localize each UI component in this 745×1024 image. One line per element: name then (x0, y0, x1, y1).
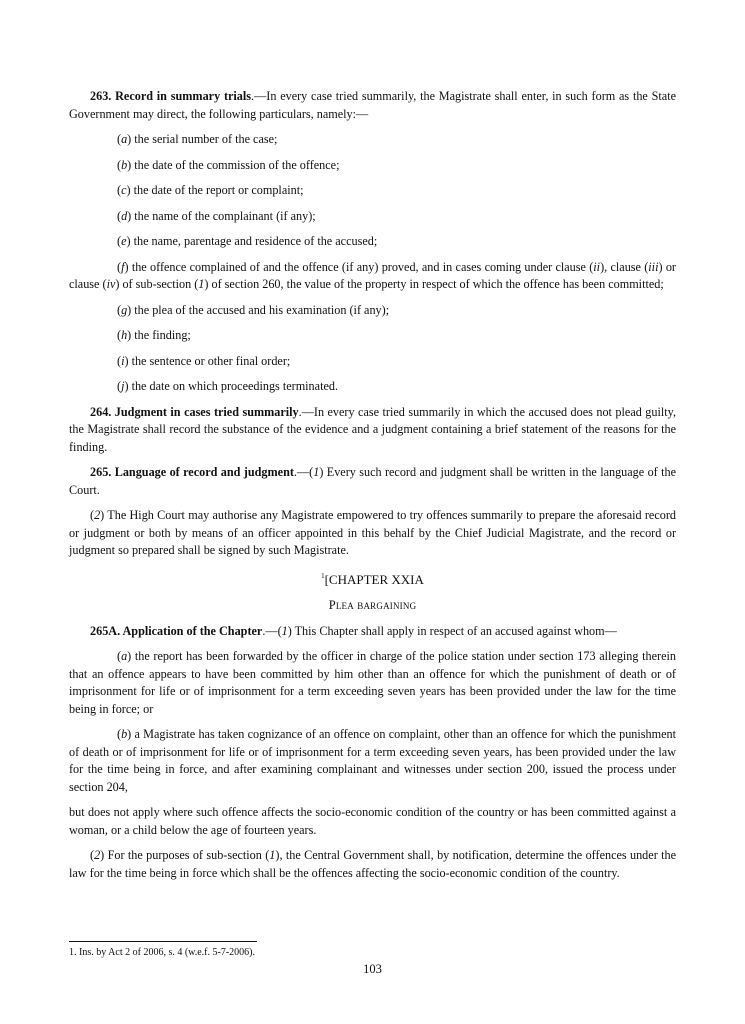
chapter-subtitle (69, 597, 676, 615)
item-italic: ii (593, 259, 601, 274)
section-265-sub1 (69, 464, 676, 499)
section-text: .—( (293, 465, 314, 479)
item-text: ) of section 260, the value of the property in respect of which the offence has been committed; (204, 277, 664, 291)
section-text: ) Every such record and judgment shall be written in the language of the Court. (69, 465, 676, 497)
item-text: the report has been forwarded by the officer in charge of the police station under section 173 alleging therein that an offence appears to have been committed by him other than an offence for which the punishment of death or of imprisonment for life or of imprisonment for a term exceeding seven years has been provided under the law for the time being in force; or (69, 649, 676, 716)
item-label: b (121, 157, 128, 172)
item-label: f (121, 259, 125, 274)
list-item-c: (c) the date of the report or complaint; (117, 183, 304, 197)
list-item-i: (i) the sentence or other final order; (117, 353, 291, 368)
item-text: the serial number of the case; (131, 132, 278, 146)
section-264-heading: 264. Judgment in cases tried summarily (90, 404, 299, 419)
section-265a-sub2: (2) For the purposes of sub-section (1), the Central Government shall, by notification, determine the offences under the law for the time being in force which shall be the offences affecting the socio-economic condition of the country. (69, 848, 677, 880)
item-text: ), clause ( (600, 259, 649, 274)
document-body (69, 88, 676, 890)
section-263-text: .—In every case tried summarily, the Magistrate shall enter, in such form as the State Government may direct, the following particulars, namely:— (69, 89, 676, 121)
subsection-number: 2 (94, 848, 101, 862)
section-263-intro (69, 88, 676, 123)
section-text: .—( (262, 623, 282, 638)
item-label: j (121, 379, 125, 393)
item-label: a (121, 132, 128, 146)
section-264 (69, 404, 676, 457)
list-item-h: (h) the finding; (117, 328, 191, 342)
section-263-items-continued (69, 302, 676, 396)
item-label: e (121, 234, 127, 248)
item-text: a Magistrate has taken cognizance of an offence on complaint, other than an offence for which the punishment of death or of imprisonment for life or of imprisonment for a term exceeding seven years, has been provided under the law for the time being in force, and after examining complainant and witnesses under section 200, issued the process under section 204, (69, 727, 676, 794)
chapter-title (69, 568, 676, 589)
item-label: a (121, 649, 128, 663)
item-label: h (121, 328, 128, 342)
item-label: c (121, 183, 127, 197)
list-item-f: (f) the offence complained of and the offence (if any) proved, and in cases coming under clause (ii), clause (iii) or clause (iv) of sub-section (1) of section 260, the value of the property in respect of which the offence has been committed; (69, 259, 676, 291)
item-text: the date of the report or complaint; (130, 183, 304, 197)
item-text: ) of sub-section ( (115, 277, 199, 291)
item-italic: iii (648, 259, 659, 274)
item-label: i (121, 353, 125, 368)
item-label: b (121, 727, 128, 741)
item-text: the name of the complainant (if any); (131, 208, 316, 223)
section-263-items (69, 131, 676, 251)
footnote: 1. Ins. by Act 2 of 2006, s. 4 (w.e.f. 5-7-2006). (69, 947, 255, 958)
chapter-subtitle-text: Plea bargaining (328, 598, 417, 612)
chapter-title-text: [CHAPTER XXIA (324, 571, 424, 587)
item-text: ) or clause ( (69, 259, 676, 291)
item-text: the plea of the accused and his examination (if any); (131, 302, 390, 317)
section-265-sub2: (2) The High Court may authorise any Magistrate empowered to try offences summarily to prepare the aforesaid record or judgment or both by means of an officer appointed in this behalf by the Chief Judicial Magistrate, and the record or judgment so prepared shall be signed by such Magistrate. (69, 508, 676, 557)
item-text: the date on which proceedings terminated. (128, 379, 339, 393)
list-item-a: (a) the serial number of the case; (117, 132, 278, 146)
list-item-g: (g) the plea of the accused and his examination (if any); (117, 302, 390, 317)
subsection-number: 1 (313, 465, 320, 479)
item-italic: iv (106, 277, 116, 291)
section-text: ), the Central Government shall, by notification, determine the offences under the law for the time being in force which shall be the offences affecting the socio-economic condition of the country. (69, 848, 677, 880)
section-text: ) This Chapter shall apply in respect of an accused against whom— (287, 623, 617, 638)
item-text: the offence complained of and the offence (if any) proved, and in cases coming under clause ( (128, 259, 594, 274)
list-item-j: (j) the date on which proceedings terminated. (117, 379, 339, 393)
subsection-number: 1 (281, 623, 288, 638)
section-text: For the purposes of sub-section ( (104, 848, 270, 862)
item-label: g (121, 302, 128, 317)
section-text: The High Court may authorise any Magistrate empowered to try offences summarily to prepare the aforesaid record or judgment or both by means of an officer appointed in this behalf by the Chief Judicial Magistrate, and the record or judgment so prepared shall be signed by such Magistrate. (69, 508, 676, 557)
section-264-text: .—In every case tried summarily in which the accused does not plead guilty, the Magistrate shall record the substance of the evidence and a judgment containing a brief statement of the reasons for the finding. (69, 404, 676, 454)
section-265a-intro (69, 623, 676, 641)
footnote-divider (69, 941, 257, 942)
list-item-e: (e) the name, parentage and residence of the accused; (117, 234, 378, 248)
section-265-heading: 265. Language of record and judgment (90, 465, 294, 479)
item-italic: 1 (198, 277, 205, 291)
item-label: d (121, 208, 128, 223)
item-text: the name, parentage and residence of the accused; (130, 234, 378, 248)
item-text: the finding; (131, 328, 191, 342)
list-item-265a-a: (a) the report has been forwarded by the officer in charge of the police station under section 173 alleging therein that an offence appears to have been committed by him other than an offence for which the punishment of death or of imprisonment for life or of imprisonment for a term exceeding seven years has been provided under the law for the time being in force; or (69, 649, 676, 716)
list-item-265a-b: (b) a Magistrate has taken cognizance of an offence on complaint, other than an offence for which the punishment of death or of imprisonment for life or of imprisonment for a term exceeding seven years, has been provided under the law for the time being in force, and after examining complainant and witnesses under section 200, issued the process under section 204, (69, 727, 676, 794)
list-item-b: (b) the date of the commission of the offence; (117, 157, 340, 172)
item-text: the sentence or other final order; (128, 353, 291, 368)
list-item-d: (d) the name of the complainant (if any); (117, 208, 316, 223)
item-text: the date of the commission of the offence; (131, 157, 340, 172)
section-265a-continuation: but does not apply where such offence affects the socio-economic condition of the country or has been committed against a woman, or a child below the age of fourteen years. (69, 805, 676, 837)
section-263-heading: 263. Record in summary trials (90, 89, 252, 103)
subsection-number: 2 (94, 508, 101, 522)
footnote-marker: 1 (321, 571, 325, 580)
page-number: 103 (363, 962, 382, 976)
subsection-number: 1 (269, 848, 276, 862)
section-265a-heading: 265A. Application of the Chapter (90, 623, 263, 638)
